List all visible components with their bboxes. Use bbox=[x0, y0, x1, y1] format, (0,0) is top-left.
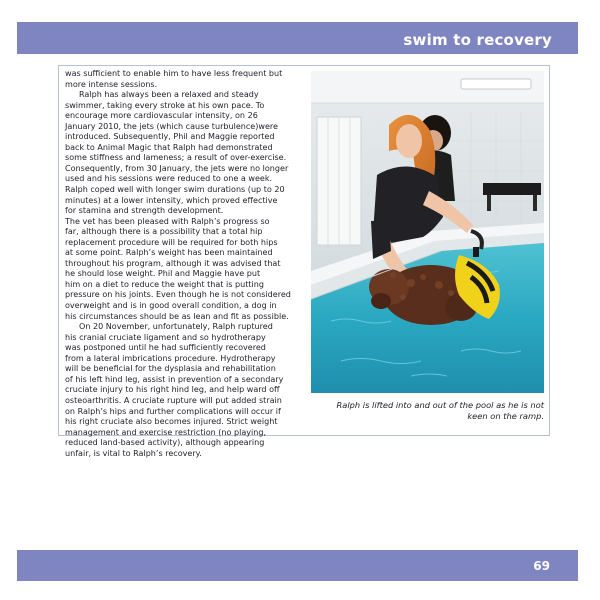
article-line: used and his sessions were reduced to one a week. bbox=[65, 174, 273, 184]
hydrotherapy-photo bbox=[311, 71, 544, 393]
article-line: reduced land-based activity), although appearing bbox=[65, 438, 265, 448]
article-line: Consequently, from 30 January, the jets were no longer bbox=[65, 163, 289, 173]
article-line: him on a diet to reduce the weight that is putting bbox=[65, 279, 264, 289]
article-line: his right cruciate also becomes injured. Strict weight bbox=[65, 417, 278, 427]
article-line: at some point. Ralph’s weight has been maintained bbox=[65, 248, 273, 258]
article-line: throughout his program, although it was advised that bbox=[65, 258, 281, 268]
article-line: more intense sessions. bbox=[65, 79, 158, 89]
section-title: swim to recovery bbox=[403, 31, 552, 49]
article-line: for stamina and strength development. bbox=[65, 206, 224, 216]
caption-line: Ralph is lifted into and out of the pool as he is not bbox=[336, 400, 544, 410]
photo-caption bbox=[316, 400, 544, 422]
article-line: his cranial cruciate ligament and so hydrotherapy bbox=[65, 332, 266, 342]
article-line: from a lateral imbrications procedure. Hydrotherapy bbox=[65, 353, 276, 363]
article-line: osteoarthritis. A cruciate rupture will put added strain bbox=[65, 395, 282, 405]
article-line: swimmer, taking every stroke at his own pace. To bbox=[65, 100, 265, 110]
article-line: management and exercise restriction (no playing, bbox=[65, 427, 267, 437]
article-line: will be beneficial for the dysplasia and rehabilitation bbox=[65, 364, 276, 374]
article-line: far, although there is a possibility that a total hip bbox=[65, 227, 263, 237]
article-line: replacement procedure will be required for both hips bbox=[65, 237, 278, 247]
page-number: 69 bbox=[533, 559, 550, 573]
caption-line: keen on the ramp. bbox=[467, 411, 544, 421]
article-line: pressure on his joints. Even though he is not considered bbox=[65, 290, 291, 300]
article-line: Ralph has always been a relaxed and steady bbox=[79, 90, 259, 100]
article-line: on Ralph’s hips and further complications will occur if bbox=[65, 406, 281, 416]
article-line: of his left hind leg, assist in prevention of a secondary bbox=[65, 374, 284, 384]
article-line: was postponed until he had sufficiently recovered bbox=[65, 343, 266, 353]
article-line: overweight and is in good overall condition, a dog in bbox=[65, 301, 277, 311]
article-line: introduced. Subsequently, Phil and Maggie reported bbox=[65, 132, 275, 142]
article-line: January 2010, the jets (which cause turbulence)were bbox=[65, 121, 278, 131]
article-line: he should lose weight. Phil and Maggie have put bbox=[65, 269, 261, 279]
article-line: minutes) at a lower intensity, which proved effective bbox=[65, 195, 278, 205]
article-body bbox=[65, 69, 303, 459]
article-line: The vet has been pleased with Ralph’s progress so bbox=[65, 216, 270, 226]
article-line: his circumstances should be as lean and fit as possible. bbox=[65, 311, 289, 321]
article-line: back to Animal Magic that Ralph had demonstrated bbox=[65, 142, 273, 152]
article-line: encourage more cardiovascular intensity, on 26 bbox=[65, 111, 258, 121]
article-line: was sufficient to enable him to have less frequent but bbox=[65, 69, 283, 78]
article-line: cruciate injury to his right hind leg, and help ward off bbox=[65, 385, 280, 395]
article-line: unfair, is vital to Ralph’s recovery. bbox=[65, 448, 202, 458]
article-line: some stiffness and lameness; a result of over-exercise. bbox=[65, 153, 287, 163]
article-line: Ralph coped well with longer swim durations (up to 20 bbox=[65, 185, 285, 195]
footer-band bbox=[17, 550, 578, 581]
header-band bbox=[17, 22, 578, 54]
article-line: On 20 November, unfortunately, Ralph ruptured bbox=[79, 322, 273, 332]
